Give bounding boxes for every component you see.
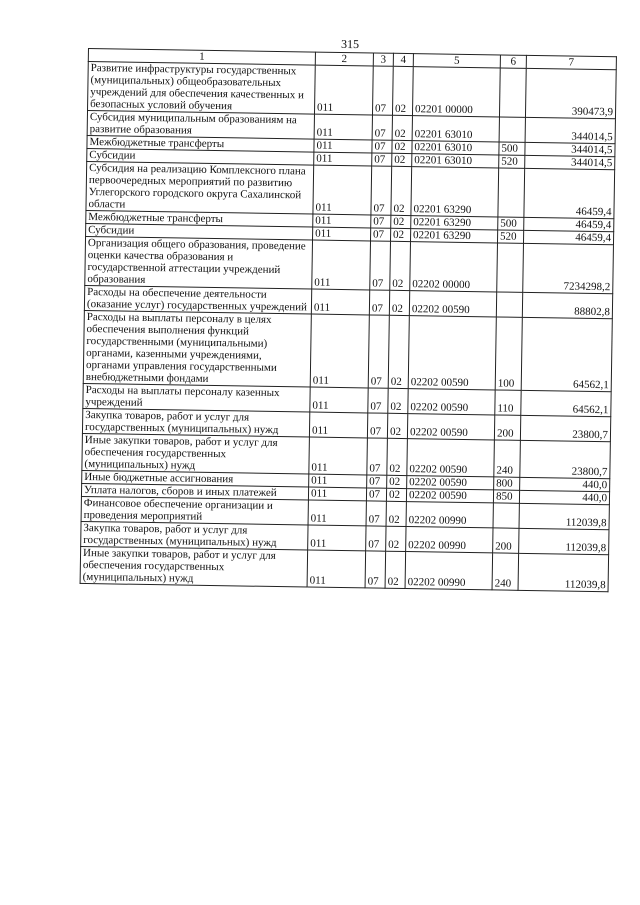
expense-type-cell: 520	[497, 230, 523, 243]
amount-cell: 46459,4	[523, 230, 613, 244]
ministry-code-cell: 011	[307, 550, 366, 588]
column-header: 4	[393, 53, 413, 66]
row-name-cell: Расходы на обеспечение деятельности (оказание услуг) государственных учреждений	[84, 285, 311, 314]
expense-type-cell	[499, 68, 526, 117]
amount-cell: 112039,8	[519, 503, 609, 529]
amount-cell: 88802,8	[522, 292, 612, 318]
expense-type-cell: 200	[493, 528, 519, 553]
expense-type-cell: 100	[495, 317, 522, 390]
ministry-code-cell: 011	[314, 139, 372, 153]
target-article-cell: 02202 00590	[409, 291, 496, 317]
table-row	[85, 236, 614, 293]
row-name-cell: Межбюджетные трансферты	[87, 135, 314, 152]
amount-cell: 64562,1	[521, 317, 612, 391]
section-cell: 07	[367, 413, 387, 438]
subsection-cell: 02	[392, 115, 412, 140]
expense-type-cell	[496, 292, 522, 317]
target-article-cell: 02202 00000	[410, 242, 498, 292]
section-cell: 07	[370, 241, 391, 290]
amount-cell: 7234298,2	[523, 243, 614, 293]
ministry-code-cell: 011	[308, 500, 366, 526]
ministry-code-cell: 011	[308, 525, 366, 551]
section-cell: 07	[366, 488, 386, 501]
row-name-cell: Закупка товаров, работ и услуг для государственных (муниципальных) нужд	[81, 521, 308, 550]
row-name-cell: Организация общего образования, проведение оценки качества образования и государственной аттестации учреждений образования	[85, 236, 313, 289]
section-cell: 07	[369, 290, 389, 315]
amount-cell: 390473,9	[525, 68, 616, 118]
subsection-cell: 02	[387, 475, 407, 488]
section-cell: 07	[366, 526, 386, 551]
target-article-cell: 02201 63010	[412, 154, 499, 168]
target-article-cell: 02201 63290	[411, 216, 498, 230]
amount-cell: 23800,7	[520, 440, 611, 478]
page-number: 315	[340, 36, 360, 52]
subsection-cell: 02	[386, 526, 406, 551]
budget-table	[80, 48, 617, 592]
section-cell: 07	[368, 388, 388, 413]
target-article-cell: 02201 63290	[410, 229, 497, 243]
amount-cell: 64562,1	[521, 390, 611, 416]
ministry-code-cell: 011	[310, 314, 369, 388]
section-cell: 07	[371, 228, 391, 241]
ministry-code-cell: 011	[314, 152, 372, 166]
column-header: 1	[88, 49, 315, 66]
ministry-code-cell: 011	[312, 240, 371, 290]
amount-cell: 344014,5	[525, 155, 615, 169]
ministry-code-cell: 011	[314, 65, 373, 115]
amount-cell: 112039,8	[518, 553, 609, 591]
ministry-code-cell: 011	[309, 412, 367, 438]
target-article-cell: 02202 00990	[406, 527, 493, 553]
column-header: 2	[315, 52, 373, 66]
expense-type-cell: 110	[495, 390, 521, 415]
target-article-cell: 02201 63290	[411, 167, 499, 217]
row-name-cell: Субсидии	[86, 223, 313, 240]
subsection-cell: 02	[387, 413, 407, 438]
row-name-cell: Субсидии	[87, 148, 314, 165]
section-cell: 07	[372, 140, 392, 153]
row-name-cell: Уплата налогов, сборов и иных платежей	[81, 483, 308, 500]
subsection-cell: 02	[390, 241, 411, 290]
target-article-cell: 02202 00590	[407, 476, 494, 490]
ministry-code-cell: 011	[313, 214, 371, 228]
expense-type-cell: 240	[494, 440, 521, 477]
expense-type-cell	[499, 117, 525, 142]
amount-cell: 46459,4	[524, 217, 614, 231]
ministry-code-cell: 011	[311, 289, 369, 315]
ministry-code-cell: 011	[308, 487, 366, 501]
section-cell: 07	[372, 115, 392, 140]
subsection-cell: 02	[392, 140, 412, 153]
row-name-cell: Развитие инфраструктуры государственных (муниципальных) общеобразовательных учреждений для обеспечения качественных и безопасных условий обучения	[88, 62, 316, 115]
section-cell: 07	[372, 153, 392, 166]
amount-cell: 344014,5	[525, 142, 615, 156]
row-name-cell: Межбюджетные трансферты	[86, 210, 313, 227]
subsection-cell: 02	[387, 438, 408, 475]
expense-type-cell: 800	[494, 477, 520, 490]
target-article-cell: 02201 63010	[412, 141, 499, 155]
ministry-code-cell: 011	[310, 387, 368, 413]
column-header: 5	[413, 54, 500, 68]
table-body	[80, 62, 616, 592]
section-cell: 07	[372, 66, 393, 115]
amount-cell: 46459,4	[524, 168, 615, 218]
table-row	[86, 161, 615, 218]
expense-type-cell	[493, 503, 519, 528]
expense-type-cell	[497, 243, 524, 292]
target-article-cell: 02202 00590	[407, 439, 495, 477]
ministry-code-cell: 011	[309, 474, 367, 488]
section-cell: 07	[367, 475, 387, 488]
amount-cell: 23800,7	[520, 415, 610, 441]
subsection-cell: 02	[392, 153, 412, 166]
section-cell: 07	[371, 166, 392, 215]
column-header: 6	[500, 55, 526, 68]
expense-type-cell: 500	[498, 217, 524, 230]
section-cell: 07	[368, 315, 389, 388]
column-header: 3	[373, 53, 393, 66]
amount-cell: 440,0	[519, 490, 609, 504]
expense-type-cell: 850	[493, 490, 519, 503]
subsection-cell: 02	[391, 166, 412, 215]
row-name-cell: Финансовое обеспечение организации и проведения мероприятий	[81, 496, 308, 525]
budget-table-sheet	[80, 48, 616, 592]
ministry-code-cell: 011	[314, 114, 372, 140]
expense-type-cell: 500	[499, 142, 525, 155]
amount-cell: 344014,5	[525, 117, 615, 143]
amount-cell: 112039,8	[519, 528, 609, 554]
section-cell: 07	[366, 501, 386, 526]
expense-type-cell: 200	[494, 415, 520, 440]
target-article-cell: 02201 63010	[412, 116, 499, 142]
row-name-cell: Иные бюджетные ассигнования	[82, 470, 309, 487]
row-name-cell: Иные закупки товаров, работ и услуг для обеспечения государственных (муниципальных) нужд	[82, 433, 310, 474]
table-row	[88, 62, 617, 119]
expense-type-cell: 520	[499, 155, 525, 168]
expense-type-cell: 240	[492, 553, 519, 590]
section-cell: 07	[371, 215, 391, 228]
row-name-cell: Расходы на выплаты персоналу казенных учреждений	[83, 383, 310, 412]
ministry-code-cell: 011	[313, 165, 372, 215]
row-name-cell: Субсидия муниципальным образованиям на развитие образования	[87, 111, 314, 140]
target-article-cell: 02202 00590	[406, 489, 493, 503]
row-name-cell: Иные закупки товаров, работ и услуг для обеспечения государственных (муниципальных) нужд	[80, 546, 308, 587]
target-article-cell: 02201 00000	[412, 67, 500, 117]
row-name-cell: Расходы на выплаты персоналу в целях обеспечения выполнения функций государственными (муниципальными) органами, казенными учреждениями, органами управления государственными внебюджетными фондами	[83, 310, 311, 387]
subsection-cell: 02	[388, 388, 408, 413]
amount-cell: 440,0	[520, 477, 610, 491]
target-article-cell: 02202 00990	[406, 502, 493, 528]
subsection-cell: 02	[386, 488, 406, 501]
column-header: 7	[526, 55, 616, 69]
subsection-cell: 02	[385, 551, 406, 588]
section-cell: 07	[365, 551, 386, 588]
ministry-code-cell: 011	[313, 227, 371, 241]
subsection-cell: 02	[389, 290, 409, 315]
subsection-cell: 02	[391, 228, 411, 241]
target-article-cell: 02202 00590	[408, 316, 496, 390]
ministry-code-cell: 011	[309, 437, 368, 475]
table-row	[83, 310, 612, 391]
section-cell: 07	[367, 438, 388, 475]
expense-type-cell	[498, 168, 525, 217]
table-row	[80, 546, 609, 591]
target-article-cell: 02202 00590	[408, 389, 495, 415]
subsection-cell: 02	[386, 501, 406, 526]
target-article-cell: 02202 00990	[405, 552, 493, 590]
row-name-cell: Закупка товаров, работ и услуг для государственных (муниципальных) нужд	[82, 408, 309, 437]
target-article-cell: 02202 00590	[407, 414, 494, 440]
subsection-cell: 02	[391, 215, 411, 228]
row-name-cell: Субсидия на реализацию Комплексного плана первоочередных мероприятий по развитию Углегорского городского округа Сахалинской области	[86, 161, 314, 214]
subsection-cell: 02	[388, 315, 409, 388]
subsection-cell: 02	[392, 66, 413, 115]
